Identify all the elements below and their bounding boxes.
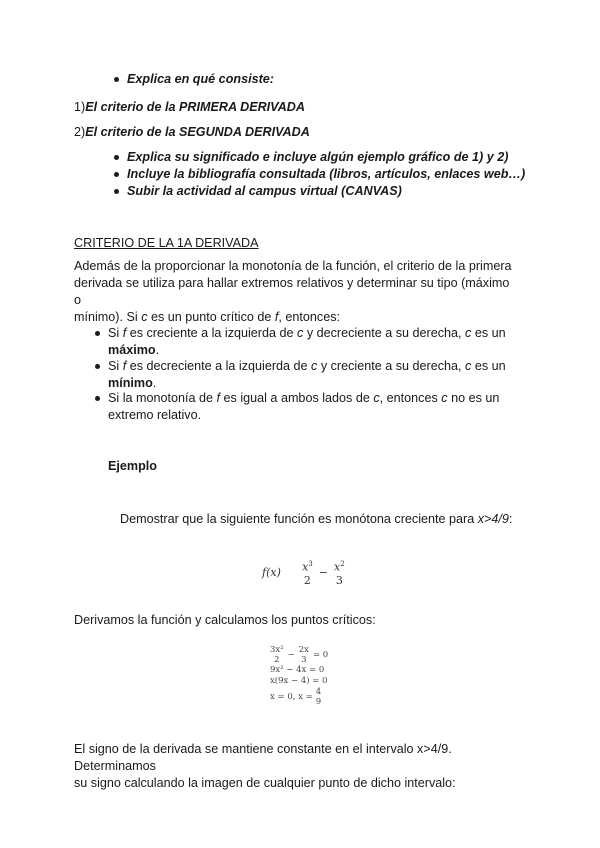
formula-fraction-1 bbox=[302, 560, 313, 587]
intro-text: mínimo). Si bbox=[74, 310, 142, 324]
function-formula bbox=[262, 560, 345, 587]
derivation-line-1 bbox=[270, 645, 328, 665]
formula-minus: − bbox=[318, 566, 328, 580]
criterion-2-num: 2) bbox=[74, 125, 86, 139]
example-statement bbox=[120, 511, 512, 528]
formula-eq: = bbox=[286, 566, 297, 580]
frac-num: x bbox=[333, 560, 341, 574]
intro-bullet: Explica en qué consiste: bbox=[127, 72, 274, 86]
task-bullet-1: Explica su significado e incluye algún ejemplo gráfico de 1) y 2) bbox=[127, 150, 509, 164]
frac-exp: 2 bbox=[340, 560, 345, 568]
bullet-dot bbox=[95, 331, 100, 336]
bullet-dot bbox=[114, 172, 119, 177]
frac-den: 3 bbox=[301, 655, 307, 666]
intro-line-3 bbox=[74, 309, 514, 326]
bullet-dot bbox=[114, 155, 119, 160]
closing-line-2: su signo calculando la imagen de cualquier punto de dicho intervalo: bbox=[74, 776, 456, 790]
case-text: es decreciente a la izquierda de bbox=[126, 359, 312, 373]
section-heading: CRITERIO DE LA 1A DERIVADA bbox=[74, 236, 259, 250]
var-f: f bbox=[274, 310, 279, 324]
var-c: c bbox=[297, 326, 304, 340]
task-bullet-3: Subir la actividad al campus virtual (CANVAS) bbox=[127, 184, 402, 198]
derivation-line-3: x(9x − 4) = 0 bbox=[270, 676, 328, 686]
criterion-1 bbox=[74, 99, 305, 116]
case-text: es un bbox=[471, 359, 506, 373]
case-text: es un bbox=[471, 326, 506, 340]
frac-num: 4 bbox=[315, 686, 322, 697]
var-c: c bbox=[465, 359, 472, 373]
case-text: Si bbox=[108, 326, 123, 340]
criterion-1-num: 1) bbox=[74, 100, 86, 114]
deriv-text: x = 0, x = bbox=[270, 691, 313, 702]
derive-text: Derivamos la función y calculamos los puntos críticos: bbox=[74, 613, 376, 627]
derivation-line-2: 9x² − 4x = 0 bbox=[270, 665, 325, 676]
case-line bbox=[108, 342, 528, 359]
case-text: y decreciente a su derecha, bbox=[303, 326, 466, 340]
example-title: Ejemplo bbox=[108, 459, 157, 473]
case-text: Si la monotonía de bbox=[108, 391, 217, 405]
deriv-op: − bbox=[287, 649, 295, 660]
case-no-extremo bbox=[108, 390, 528, 424]
criterion-2 bbox=[74, 124, 310, 141]
case-minimo bbox=[108, 358, 528, 392]
case-text: es igual a ambos lados de bbox=[220, 391, 374, 405]
case-text: , entonces bbox=[379, 391, 442, 405]
frac-den: 2 bbox=[303, 573, 311, 587]
case-text: y creciente a su derecha, bbox=[317, 359, 466, 373]
case-maximo bbox=[108, 325, 528, 359]
derivation-line-4 bbox=[270, 687, 328, 707]
bullet-dot bbox=[114, 189, 119, 194]
frac-num: 2x bbox=[298, 645, 309, 655]
bullet-dot bbox=[95, 396, 100, 401]
closing-paragraph bbox=[74, 741, 514, 792]
case-line: extremo relativo. bbox=[108, 408, 202, 422]
statement-text: Demostrar que la siguiente función es monótona creciente para bbox=[120, 512, 478, 526]
bullet-dot bbox=[114, 77, 119, 82]
var-c: c bbox=[465, 326, 472, 340]
formula-lhs: f(x) bbox=[262, 566, 281, 580]
bullet-dot bbox=[95, 364, 100, 369]
derivation-block bbox=[270, 645, 328, 707]
case-bold: mínimo bbox=[108, 376, 153, 390]
var-f: f bbox=[122, 359, 127, 373]
frac-exp: 3 bbox=[308, 560, 313, 568]
deriv-frac-3 bbox=[316, 687, 321, 707]
case-text: . bbox=[152, 376, 157, 390]
frac-num: x bbox=[302, 560, 309, 574]
deriv-frac-1 bbox=[270, 645, 284, 665]
case-line bbox=[108, 325, 528, 342]
statement-condition: x>4/9 bbox=[477, 512, 509, 526]
criterion-1-text: El criterio de la PRIMERA DERIVADA bbox=[85, 100, 305, 114]
task-bullet-2: Incluye la bibliografía consultada (libros, artículos, enlaces web…) bbox=[127, 167, 526, 181]
case-bold: máximo bbox=[108, 343, 156, 357]
frac-num: 3x² bbox=[270, 645, 284, 655]
var-f: f bbox=[122, 326, 127, 340]
frac-den: 2 bbox=[274, 655, 280, 666]
frac-den: 3 bbox=[335, 573, 343, 587]
var-c: c bbox=[141, 310, 148, 324]
var-f: f bbox=[216, 391, 221, 405]
criterion-2-text: El criterio de la SEGUNDA DERIVADA bbox=[85, 125, 310, 139]
closing-line-1: El signo de la derivada se mantiene constante en el intervalo x>4/9. Determinamos bbox=[74, 742, 452, 773]
intro-text: , entonces: bbox=[278, 310, 341, 324]
intro-text: es un punto crítico de bbox=[147, 310, 275, 324]
deriv-rhs: = 0 bbox=[312, 649, 329, 660]
case-line bbox=[108, 390, 528, 407]
case-text: Si bbox=[108, 359, 123, 373]
var-c: c bbox=[441, 391, 448, 405]
var-c: c bbox=[311, 359, 318, 373]
statement-text: : bbox=[508, 512, 513, 526]
deriv-frac-2 bbox=[299, 645, 309, 665]
formula-fraction-2 bbox=[334, 560, 345, 587]
case-text: no es un bbox=[447, 391, 500, 405]
intro-paragraph bbox=[74, 258, 514, 326]
case-text: . bbox=[155, 343, 160, 357]
var-c: c bbox=[373, 391, 380, 405]
frac-den: 9 bbox=[315, 696, 322, 707]
intro-line-1: Además de la proporcionar la monotonía de la función, el criterio de la primera bbox=[74, 259, 512, 273]
case-text: es creciente a la izquierda de bbox=[126, 326, 298, 340]
case-line bbox=[108, 358, 528, 375]
intro-line-2: derivada se utiliza para hallar extremos relativos y determinar su tipo (máximo o bbox=[74, 276, 510, 307]
